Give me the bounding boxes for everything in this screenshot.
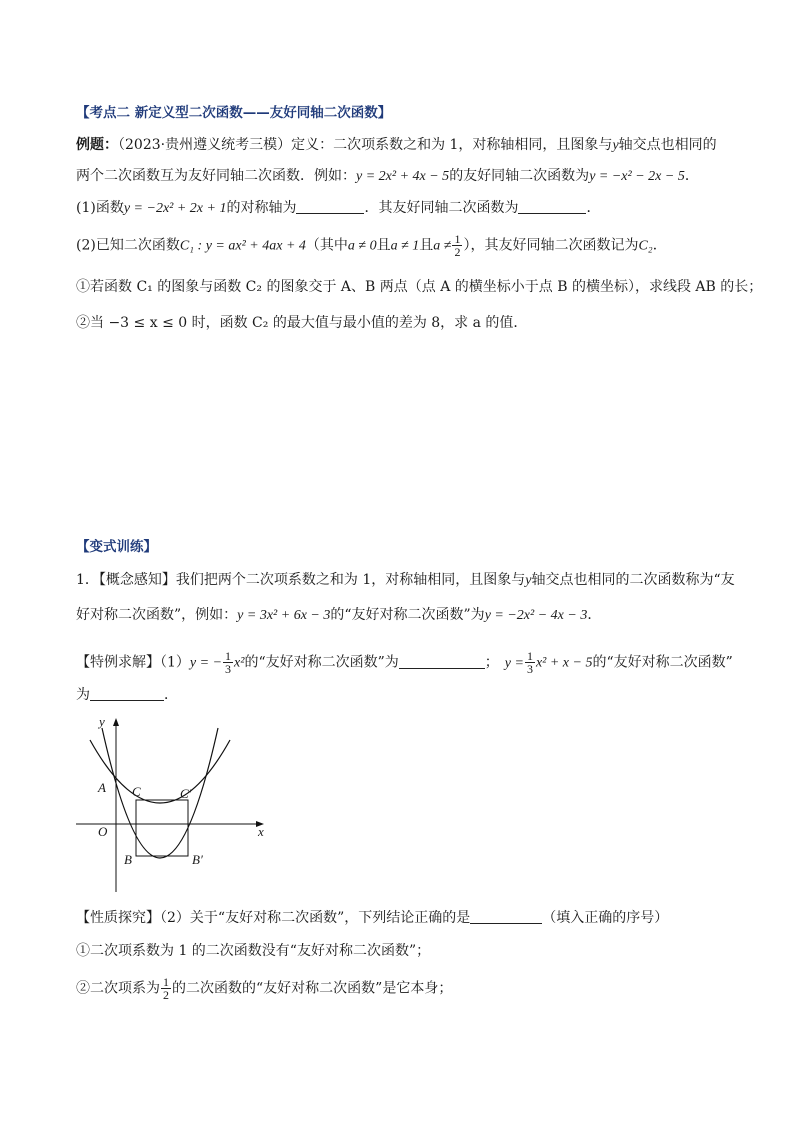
example-eq-1: y = 2x² + 4x − 5 [356, 169, 450, 184]
q2-text: （其中 [305, 237, 348, 254]
v1-text: 好对称二次函数”，例如： [76, 607, 238, 623]
special-eq: x² + x − 5 [535, 655, 593, 671]
property-question [76, 908, 728, 928]
fraction-half [161, 976, 171, 1001]
answer-blank[interactable] [399, 654, 485, 669]
example-source-var: y [612, 138, 619, 153]
answer-blank[interactable] [518, 199, 586, 214]
label-y: y [99, 714, 105, 729]
question-2-part-2: ②当 −3 ≤ x ≤ 0 时，函数 C₂ 的最大值与最小值的差为 8，求 a 的值． [76, 315, 528, 331]
q2-text: 且 [419, 237, 434, 254]
v1-equation: y = 3x² + 6x − 3 [237, 608, 331, 623]
special-case-line-1 [76, 649, 733, 676]
q1-prefix: (1)函数 [76, 200, 124, 216]
parabola-wide [90, 740, 230, 803]
special-eq: y = [504, 655, 524, 671]
fraction-numerator: 1 [454, 232, 461, 246]
special-prefix: 【特例求解】（1） [76, 654, 190, 671]
fraction-numerator: 1 [225, 649, 232, 663]
label-O: O [98, 824, 108, 839]
q2-c1-equation: C₁ : y = ax² + 4ax + 4 [179, 238, 306, 254]
example-source-end: 轴交点也相同的 [618, 137, 717, 153]
fraction-denominator: 3 [526, 662, 533, 676]
label-A: A [98, 780, 106, 795]
example-line-2 [76, 166, 728, 187]
v1-equation: y = −2x² − 4x − 3 [484, 608, 588, 623]
parabola-narrow [102, 728, 218, 858]
parabola-figure [72, 712, 272, 900]
v1-text: 的“友好对称二次函数”为 [330, 607, 485, 623]
property-text: ②二次项系为 [76, 980, 160, 997]
q1-text: ． [586, 200, 601, 216]
fraction-third [223, 650, 233, 675]
v1-text: ． [587, 607, 602, 623]
v1-text: 轴交点也相同的二次函数称为“友 [531, 572, 735, 588]
q2-c2: C₂ [638, 238, 653, 254]
special-eq: x² [234, 655, 245, 671]
property-item-1: ①二次项系数为 1 的二次函数没有“友好对称二次函数”； [76, 943, 431, 959]
q1-text: ．其友好同轴二次函数为 [364, 200, 519, 216]
fraction-third [525, 650, 535, 675]
answer-blank[interactable] [90, 686, 164, 701]
special-case-line-2 [76, 685, 728, 705]
special-text: 的“友好对称二次函数” [592, 654, 733, 671]
q2-condition: a ≠ [433, 238, 452, 254]
q2-text: ． [652, 237, 667, 254]
label-C: C [132, 784, 141, 799]
label-B-prime: B′ [192, 852, 203, 867]
answer-blank[interactable] [296, 199, 364, 214]
fraction-denominator: 2 [454, 245, 461, 259]
variant-1-line-1 [76, 570, 735, 591]
q1-equation: y = −2x² + 2x + 1 [123, 201, 227, 216]
q2-text: ），其友好同轴二次函数记为 [463, 237, 639, 254]
special-text: 为 [76, 687, 90, 703]
label-x: x [258, 824, 264, 839]
property-text: 【性质探究】（2）关于“友好对称二次函数”，下列结论正确的是 [76, 910, 471, 926]
q2-condition: a ≠ 0 [347, 238, 377, 254]
v1-text: 1．【概念感知】我们把两个二次项系数之和为 1，对称轴相同，且图象与 [76, 572, 526, 588]
section-heading: 【考点二 新定义型二次函数——友好同轴二次函数】 [76, 105, 392, 121]
variant-1-line-2 [76, 605, 728, 626]
example-text: 的友好同轴二次函数为 [449, 168, 590, 184]
example-label: 例题： [76, 137, 118, 153]
question-1 [76, 198, 728, 219]
q2-text: 且 [376, 237, 391, 254]
fraction-half [452, 233, 462, 258]
q1-text: 的对称轴为 [226, 200, 297, 216]
example-text: 两个二次函数互为友好同轴二次函数．例如： [76, 168, 356, 184]
property-item-2 [76, 976, 728, 1001]
property-text: （填入正确的序号） [542, 910, 669, 926]
fraction-denominator: 3 [225, 662, 232, 676]
question-2 [76, 233, 728, 258]
example-line-1 [76, 135, 728, 156]
example-source: （2023·贵州遵义统考三模）定义：二次项系数之和为 1，对称轴相同，且图象与 [118, 137, 613, 153]
fraction-numerator: 1 [526, 649, 533, 663]
special-text: 的“友好对称二次函数”为 [244, 654, 399, 671]
q2-condition: a ≠ 1 [390, 238, 420, 254]
fraction-denominator: 2 [163, 988, 169, 1002]
question-2-part-1: ①若函数 C₁ 的图象与函数 C₂ 的图象交于 A、B 两点（点 A 的横坐标小于点 B 的横坐标），求线段 AB 的长； [76, 279, 763, 295]
y-axis-arrow-icon [113, 718, 119, 726]
example-eq-2: y = −x² − 2x − 5 [589, 169, 685, 184]
example-text: ． [684, 168, 699, 184]
property-text: 的二次函数的“友好对称二次函数”是它本身； [172, 980, 453, 997]
v1-var: y [525, 573, 532, 588]
fraction-numerator: 1 [163, 975, 169, 989]
q2-prefix: (2)已知二次函数 [76, 237, 180, 254]
label-C-prime: C′ [180, 786, 192, 801]
special-eq: y = − [189, 655, 223, 671]
answer-blank[interactable] [470, 909, 542, 924]
special-text: ； [484, 654, 499, 671]
variant-heading: 【变式训练】 [76, 539, 157, 555]
special-text: ． [164, 687, 178, 703]
label-B: B [124, 852, 132, 867]
